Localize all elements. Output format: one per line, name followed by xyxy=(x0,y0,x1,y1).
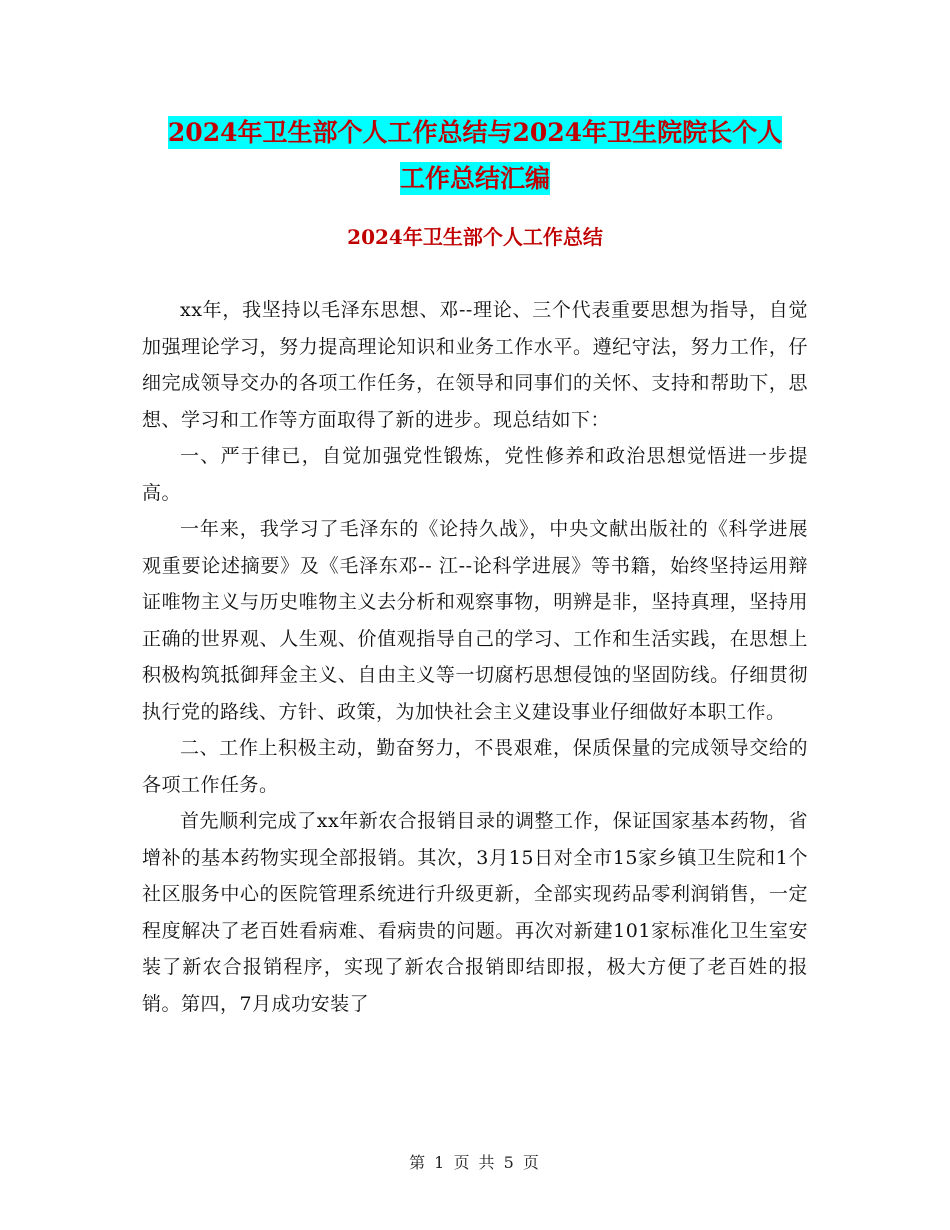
main-title-line2: 工作总结汇编 xyxy=(399,164,550,193)
main-title xyxy=(140,110,810,202)
main-title-line1: 2024年卫生部个人工作总结与2024年卫生院院长个人 xyxy=(167,118,783,147)
section-title: 2024年卫生部个人工作总结 xyxy=(347,225,603,249)
body-text xyxy=(142,292,808,1022)
paragraph: 一年来，我学习了毛泽东的《论持久战》，中央文献出版社的《科学进展观重要论述摘要》及《毛泽东邓-- 江--论科学进展》等书籍，始终坚持运用辩证唯物主义与历史唯物主义去分析和观察事物，明辨是非，坚持真理，坚持用正确的世界观、人生观、价值观指导自己的学习、工作和生活实践，在思想上积极构筑抵御拜金主义、自由主义等一切腐朽思想侵蚀的坚固防线。仔细贯彻执行党的路线、方针、政策，为加快社会主义建设事业仔细做好本职工作。 xyxy=(142,518,808,723)
page-footer: 第 1 页 共 5 页 xyxy=(409,1153,541,1172)
paragraph: 首先顺利完成了xx年新农合报销目录的调整工作，保证国家基本药物，省增补的基本药物实现全部报销。其次，3月15日对全市15家乡镇卫生院和1个社区服务中心的医院管理系统进行升级更新，全部实现药品零利润销售，一定程度解决了老百姓看病难、看病贵的问题。再次对新建101家标准化卫生室安装了新农合报销程序，实现了新农合报销即结即报，极大方便了老百姓的报销。第四，7月成功安装了 xyxy=(142,810,808,1015)
paragraph: 一、严于律已，自觉加强党性锻炼，党性修养和政治思想觉悟进一步提高。 xyxy=(142,445,808,504)
paragraph: 二、工作上积极主动，勤奋努力，不畏艰难，保质保量的完成领导交给的各项工作任务。 xyxy=(142,737,808,796)
paragraph: xx年，我坚持以毛泽东思想、邓--理论、三个代表重要思想为指导，自觉加强理论学习，努力提高理论知识和业务工作水平。遵纪守法，努力工作，仔细完成领导交办的各项工作任务，在领导和同事们的关怀、支持和帮助下，思想、学习和工作等方面取得了新的进步。现总结如下： xyxy=(142,299,808,431)
